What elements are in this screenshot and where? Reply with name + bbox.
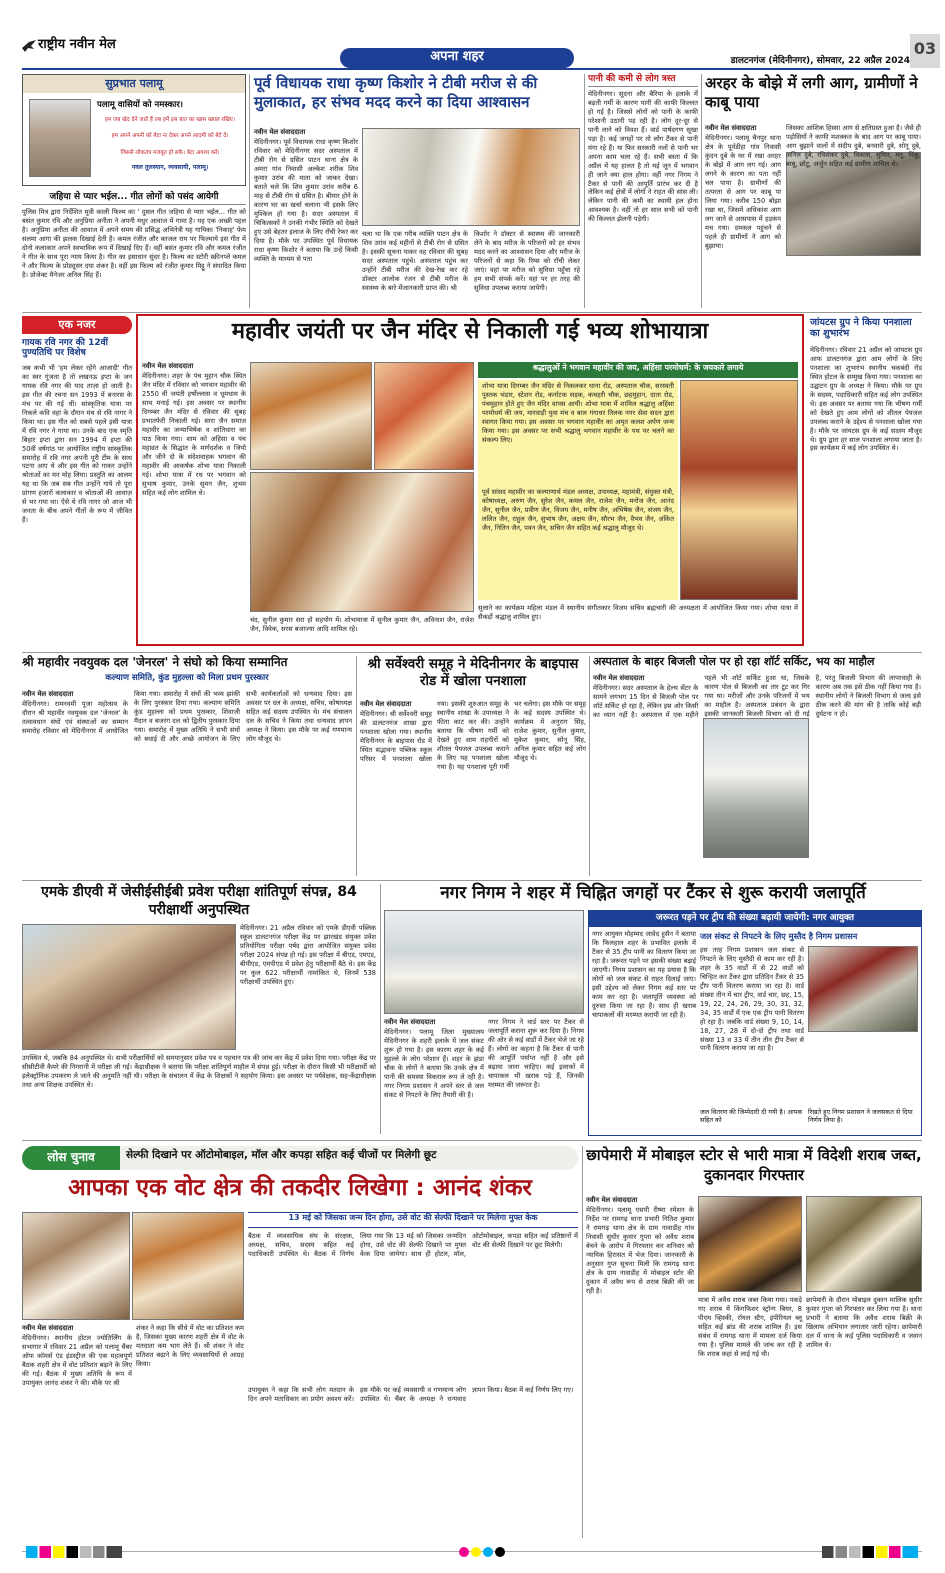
suprabhat-line3: जिससे लोकतंत्र मजबूत हो सके। बेटा अवश्य करें।	[120, 150, 220, 156]
mahavir-byline: नवीन मेल संवाददाता	[142, 362, 194, 370]
sarveshwari-body	[360, 700, 586, 876]
jahiya-body: पुलिस मित्र द्वारा निर्देशित मूवी काली फिल्म का ' दुसल गीत जहिया से प्यार भईल... गीत को बसंत कुमार रवि और अनुप्रिया अनीता ने अपनी मधुर आवाज में गाया है। यह एक अच्छी पहल है। अनुप्रिया अनीता की आवाज में अपने समय की प्रसिद्ध अभिनेत्री यह गायिका 'निकाह' फेम सलमा आगा की झलक दिखाई देती है। कमल रंजीत और काजल राय पर फिल्माये इस गीत में दोनो कलाकार अपने स्वभाविक रूप में दिखाई दिए हैं। वहीं बसंत कुमार रवि और कमल रंजीत ने गीत के साथ पूरा न्याय किया है। गीत का इसाधान सुंदर है। फिल्म का स्टोरी स्क्रीनप्ले कमल ने और फिल्म के प्रोड्यूसर दया शंकर है। वहीं इस फिल्म को रंजीत कुमार मिट्ठू ने संपादित किया है। प्रोजेक्ट मैनेजर अनिल सिंह हैं।	[22, 208, 246, 279]
tanker-byline: नवीन मेल संवाददाता	[384, 1018, 436, 1026]
page-number: 03	[910, 34, 940, 68]
tanker-col2: नगर निगम ने वार्ड स्तर पर टैंकर से जलापूर्ति कराना शुरू कर दिया है। निगम की ओर से कई वार्डों में टैंकर भेजे जा रहे हैं। लोगों का कहना है कि टैंकर से पानी की आपूर्ति पर्याप्त नहीं है और इसे बढ़ाया जाना चाहिए। कई इलाकों में चापाकल भी खराब पड़े हैं, जिनकी मरम्मत की जरूरत है।	[488, 1018, 584, 1089]
radha-col1-text: मेदिनीनगर। पूर्व विधायक राधा कृष्ण किशोर रविवार को मेदिनीनगर सदर अस्पताल में टीबी रोग से ग्रसित पाटन थाना क्षेत्र के अमरा गांव निवासी अल्केश शरीक शिव कुमार उरांव की माता को जाकर देखा। बताते चले कि शिव कुमार उरांव करीब 6 माह से टीबी रोग से ग्रसित है। बीमार होने के कारण घर का खर्चा चलाना भी इसके लिए मुश्किल हो गया है। सदर अस्पताल में चिकित्सकों ने उनकी गंभीर स्थिति को देखते हुए उसे बेहतर इलाज के लिए राँची रेफर कर दिया है। मौके पर उपस्थित पूर्व विधायक राधा कृष्ण किशोर ने बताया कि उन्हें किसी व्यक्ति के माध्यम से पता	[254, 138, 358, 263]
commissioner-caption1: जल वितरण की जिम्मेदारी दी गयी है। आपक सहित को	[700, 1108, 803, 1125]
navyuvak-body	[22, 690, 352, 876]
col-rule-3	[701, 74, 702, 308]
tanker-truck-photo	[808, 946, 918, 1032]
commissioner-sub-body: इस तरह निगम प्रशासन जल संकट से निपटने के लिए मुस्तैदी से काम कर रही है। शहर के 35 वार्डों में से 22 वार्डों को चिन्हित कर टैंकर द्वारा प्रतिदिन टैंकर से 35 ट्रीप पानी वितरण कराया जा रहा है। वार्ड संख्या तीन में चार ट्रीप, वार्ड चार, छह, 15, 19, 22, 24, 26, 29, 30, 31, 32, 34, 35 वार्डों में एक एक ट्रीप पानी वितरण हो रहा है। जबकि वार्ड संख्या 9, 10, 14, 18, 27, 28 में दो-दो ट्रीप तथा वार्ड संख्या 13 व 33 में तीन तीन ट्रीप टैंकर से पानी वितरण कराया जा रहा है।	[700, 946, 804, 1053]
mahavir-photo-temple	[680, 380, 798, 600]
tanker-col1	[384, 1018, 484, 1136]
mahavir-col1	[142, 362, 246, 640]
lok-chunav-tag: लोस चुनाव	[22, 1146, 120, 1170]
lok-col1	[22, 1324, 132, 1536]
row-rule-1	[22, 312, 922, 313]
color-swatches-left	[26, 1546, 122, 1558]
mahavir-photo-women	[250, 472, 474, 612]
mahavir-highlight: श्रद्धालुओं ने भगवान महावीर की जय, अहिंसा परमोधर्म: के जयकारे लगाये	[532, 363, 744, 372]
masthead-rule	[22, 68, 890, 70]
lok-chunav-kicker: सेल्फी दिखाने पर ऑटोमोबाइल, मॉल और कपड़ा सहित कई चीजों पर मिलेगी छूट	[126, 1149, 437, 1161]
mahavir-col2: चंद, सुनील कुमार सरा हो सहयोग में। शोभायात्रा में सुनील कुमार जैन, अविनाश जैन, राजेश जैन, विवेक, सरस बजाज्या आदि शामिल रहे।	[250, 616, 474, 633]
registration-dots	[458, 1546, 518, 1558]
navyuvak-body-text: मेदिनीनगर। रामनवमी पूजा महोत्सव के दौरान श्री महावीर नवयुवक दल 'जेनरल' के तत्वावधान संघों एवं संस्थाओं का सम्मान समारोह रविवार को मेदिनीनगर में आयोजित किया गया। समारोह में संघों की भव्य झांकी के लिए पुरस्कार दिया गया। कल्याण समिति कुंड मुहल्ला को प्रथम पुरस्कार, शिवाजी मैदान व बजरंग दल को द्वितीय पुरस्कार दिया गया। समारोह में मुख्य अतिथि ने सभी संघों को बधाई दी और अच्छे आयोजन के लिए सभी कार्यकर्ताओं को धन्यवाद दिया। इस अवसर पर दल के अध्यक्ष, सचिव, कोषाध्यक्ष सहित कई सदस्य उपस्थित थे। मंच संचालन दल के सचिव ने किया तथा धन्यवाद ज्ञापन अध्यक्ष ने किया। इस मौके पर कई गणमान्य लोग मौजूद थे।	[22, 690, 352, 743]
radha-col2: चला था कि एक गरीब व्यक्ति पाटन क्षेत्र के शिव उरांव कई महीनों से टीबी रोग से ग्रसित है। इसकी सूचना पाकर वह रविवार की सुबह सदर अस्पताल पहुंचे। अस्पताल पहुंच कर उन्होंने टीबी मरीज की देख-रेख कर रहे डॉक्टर आलोक रंजन से टीबी मरीज के स्वास्थ्य के बारे मेंजानकारी प्राप्त की। श्री	[362, 230, 468, 292]
commissioner-sub-headline: जल संकट से निपटने के लिए मुस्तैद है निगम प्रशासन	[700, 931, 858, 941]
sarveshwari-headline: श्री सर्वेश्वरी समूह ने मेदिनीनगर के बाइपास रोड में खोला पनशाला	[367, 656, 579, 689]
dav-body-bottom: उपस्थित थे, जबकि 84 अनुपस्थित थे। सभी परीक्षार्थियों को समयानुसार प्रवेश पत्र व पहचान पत्र की जांच कर केंद्र में प्रवेश दिया गया। परीक्षा केंद्र पर सीसीटीवी कैमरे की निगरानी में परीक्षा ली गई। केंद्राधीक्षक ने बताया कि परीक्षा शांतिपूर्ण माहौल में संपन्न हुई। परीक्षा के दौरान किसी भी परीक्षार्थी को इलेक्ट्रॉनिक उपकरण ले जाने की अनुमति नहीं थी। परीक्षा के संचालन में केंद्र के शिक्षकों ने सहयोग किया। इस अवसर पर पर्यवेक्षक, सह-केंद्राधीक्षक तथा अन्य शिक्षक उपस्थित थे।	[22, 1054, 376, 1089]
radha-col1	[254, 128, 358, 310]
mahavir-photo-procession	[250, 362, 372, 470]
arhar-col1-text: मेदिनीनगर। पलामू चैनपुर थाना क्षेत्र के पूर्वडीहा गांव निवासी कुंदन दुबे के घर में रखा अरहर के बोझे में आग लग गई। आग लगने के कारण का पता नहीं चल पाया है। ग्रामीणों की तत्परता से आग पर काबू पा लिया गया। करीब 150 बोझा रखा था, जिसमें अधिकांश आग लग जाने से आसपास में हड़कंप मच गया। दमकल पहुंचने से पहले ही ग्रामीणों ने आग को बुझाया।	[705, 134, 781, 250]
mahavir-photo-crowd	[374, 362, 474, 470]
sarveshwari-byline: नवीन मेल संवाददाता	[360, 700, 412, 708]
commissioner-body: नगर आयुक्त मोहम्मद जावेद हुसैन ने बताया कि फिलहाल शहर के प्रभावित इलाके में टैंकर से 35 ट्रीप पानी का वितरण किया जा रहा है। जरूरत पड़ने पर इसकी संख्या बढ़ाई जाएगी। निगम प्रशासन का यह प्रयास है कि लोगों को जल संकट से राहत दिलाई जाए। इसी उद्देश्य को लेकर निगम कई स्तर पर काम कर रहा है। जलापूर्ति व्यवस्था को दुरुस्त किया जा रहा है। साथ ही खराब चापाकलों की मरम्मत करायी जा रही है।	[592, 930, 696, 1019]
lok-chunav-headline: आपका एक वोट क्षेत्र की तकदीर लिखेगा : आनंद शंकर	[68, 1175, 532, 1201]
dav-body-right: मेदिनीनगर। 21 अप्रैल रविवार को एमके डीएवी पब्लिक स्कूल डालटनगंज परीक्षा केंद्र पर झारखंड संयुक्त प्रवेश प्रतियोगिता परीक्षा पर्षद द्वारा आयोजित संयुक्त प्रवेश परीक्षा 2024 संपन्न हो गई। इस परीक्षा में बीएड, एमएड, बीपीएड, एमपीएड में प्रवेश हेतु परीक्षार्थी बैठे थे। इस केंद्र पर कुल 622 परीक्षार्थी नामांकित थे, जिनमें 538 परीक्षार्थी उपस्थित हुए।	[240, 924, 376, 986]
dateline: डालटनगंज (मेदिनीनगर), सोमवार, 22 अप्रैल 2024	[730, 56, 910, 66]
ek-nazar-headline: गायक रवि नगर की 12वीं पुण्यतिथि पर विशेष	[22, 338, 108, 359]
liquor-col3: छापेमारी के दौरान मोबाइल दुकान मालिक सुधीर कुमार गुप्ता को गिरफ्तार कर लिया गया है। थाना प्रभारी ने बताया कि अवैध शराब बिक्री के खिलाफ अभियान लगातार जारी रहेगा। छापेमारी दल में थाना के कई पुलिस पदाधिकारी व जवान शामिल थे।	[806, 1296, 922, 1349]
col-rule-1	[249, 74, 250, 308]
pole-headline: अस्पताल के बाहर बिजली पोल पर हो रहा शॉर्ट सर्किट, भय का माहौल	[593, 655, 875, 668]
mahavir-col1-text: मेदिनीनगर। शहर के पंच मुहान चौक स्थित जैन मंदिर में रविवार को भगवान महावीर की 2550 वीं जयंती हर्षोल्लास व धूमधाम के साथ मनाई गई। इस अवसर पर स्थानीय दिगम्बर जैन मंदिर से रविवार की सुबह प्रभातफेरी निकाली गई। सारा जैन समाज महावीर का जन्माभिषेक व शांतिधारा का पाठ किया गया। शाम को अहिंसा व पंच महाव्रत के सिद्धांत के मार्गदर्शक व जियो और जीने दो के संदेशवाहक भगवान की महावीर की आकर्षक शोभा यात्रा निकाली गई। शोभा यात्रा में रथ पर भगवान को सुभाष कुमार, उनके सुमन जैन, शुभम सहित कई लोग शामिल थे।	[142, 372, 246, 497]
bird-logo-icon	[22, 40, 36, 52]
water-body: मेदिनीनगर। सूदना और बैरिया के इलाके में बढ़ती गर्मी के कारण पानी की काफी किल्लत हो गई है। जिससे लोगों को पानी के काफी परेशानी उठानी पड़ रही है। लोग दूर-दूर से पानी लाने को विवश हैं। वार्ड पार्षदगण सूखा पड़ा है। कई जगहों पर तो लोग टैंकर से पानी मंगा रहे हैं। या फिर सरकारी नलों से पानी भर अपना काम चला रहे हैं। सभी बस्ता में कि अप्रैल में यह हालत है तो मई जून में भगवान ही जाने क्या हाल होगा। वहीं नगर निगम ने टैंकर से पानी की आपूर्ति प्रारंभ कर दी है लेकिन कई क्षेत्रों में लोगों ने राहत की सांस ली। लेकिन पानी की कमी का स्थायी हल होना आवश्यक है। वहीं तो हर साल सभी को पानी की किल्लत झेलनी पड़ेगी।	[588, 90, 698, 224]
arhar-col2: जिसका आंशिक हिस्सा आग से क्षतिग्रस्त हुआ है। जैसे ही पड़ोसियों ने काफी मशक्कत के बाद आग पर काबू पाया। आग बुझाने वालों में संदीप दुबे, बनवारी दुबे, सोनू दुबे, अनिल दुबे, रविशंकर दुबे, विकास, सुमित, मनु, पिंकू, बाबू, छोटू, अर्जुन सहित कई ग्रामीण शामिल थे।	[786, 124, 921, 168]
paper-name: राष्ट्रीय नवीन मेल	[38, 37, 116, 52]
radha-headline: पूर्व विधायक राधा कृष्ण किशोर ने टीबी मरीज से की मुलाकात, हर संभव मदद करने का दिया आश्वासन	[254, 74, 538, 111]
mahavir-footer: सुलाने का कार्यक्रम महिला मंडल में स्थानीय संगीतकार विजय सचिव ब्रह्मचारी की अध्यक्षता में आयोजित किया गया। शोभा यात्रा में सैकड़ों श्रद्धालु शामिल हुए।	[478, 604, 798, 621]
suprabhat-heading: सुप्रभात पलामू	[105, 77, 163, 90]
row-rule-3	[22, 880, 922, 881]
lok-col4: उपायुक्त ने कहा कि सभी लोग मतदान के दिन अपने मताधिकार का प्रयोग अवश्य करें। इस मौके पर कई व्यवसायी व गणमान्य लोग उपस्थित थे। चैंबर के अध्यक्ष ने धन्यवाद ज्ञापन किया। बैठक में कई निर्णय लिए गए।	[248, 1386, 574, 1403]
masthead	[22, 34, 937, 68]
dav-school-photo	[22, 924, 236, 1050]
footer-bar	[22, 1546, 922, 1558]
col-rule-7	[582, 1146, 583, 1538]
col-rule-6	[380, 884, 381, 1134]
meeting-photo-1	[22, 1212, 130, 1320]
liquor-byline: नवीन मेल संवाददाता	[586, 1196, 638, 1204]
jahiya-headline: जहिया से प्यार भईल... गीत लोगों को पसंद आयेगी	[22, 192, 246, 205]
navyuvak-byline: नवीन मेल संवाददाता	[22, 690, 74, 698]
navyuvak-headline: श्री महावीर नवयुवक दल 'जेनरल' ने संघो को किया सम्मानित	[22, 655, 288, 669]
radha-photo	[362, 128, 580, 226]
sarveshwari-body-text: मेदिनीनगर। श्री सर्वेश्वरी समूह की डालटनगंज शाखा द्वारा पनशाला खोला गया। स्थानीय मेदिनीनगर के बाइपास रोड में स्थित सद्भावना पब्लिक स्कूल परिसर में पनशाला खोला गया। इसकी शुरुआत समूह के स्थानीय शाखा के उपाध्यक्ष ने फीता काट कर की। उन्होंने बताया कि भीषण गर्मी को देखते हुए आम राहगीरों को शीतल पेयजल उपलब्ध कराने के लिए यह पनशाला खोला गया है। यह पनशाला पूरी गर्मी भर चलेगा। इस मौके पर समूह के कई सदस्य उपस्थित थे। कार्यक्रम में अनुराग सिंह, राजेश कुमार, सुनील कुमार, मुकेश कुमार, सोनू सिंह, अनिल कुमार सहित कई लोग मौजूद थे।	[360, 700, 586, 771]
liquor-bottles-photo	[698, 1196, 802, 1292]
ek-nazar-tag: एक नजर	[22, 316, 132, 334]
author-photo	[29, 99, 91, 177]
jaycees-body: मेदिनीनगर। रविवार 21 अप्रैल को जांयटस ग्रुप आफ डालटनगंज द्वारा आम लोगों के लिए पनशाला का शुभारंभ स्थानीय चकबंदी रोड स्थित होटल के सम्मुख किया गया। पनशाला का उद्घाटन ग्रुप के अध्यक्ष ने किया। मौके पर ग्रुप के सदस्य, पदाधिकारी सहित कई लोग उपस्थित थे। इस अवसर पर बताया गया कि भीषण गर्मी को देखते हुए आम लोगों को शीतल पेयजल उपलब्ध कराने के उद्देश्य से पनशाला खोला गया है। मौके पर जांयटस ग्रुप के कई सदस्य मौजूद थे। ग्रुप द्वारा हर साल पनशाला लगाया जाता है। इस कार्यक्रम में कई लोग उपस्थित थे।	[810, 346, 922, 453]
lok-highlight: 13 मई को जिसका जन्म दिन होगा, उसे वोट की सेल्फी दिखाने पर मिलेगा मुफ्त केक	[288, 1213, 538, 1222]
commissioner-caption2: रिखते हुए निगम प्रशासन ने जलसकत से दिया निर्णय लिया है।	[808, 1108, 913, 1125]
suprabhat-box	[22, 74, 246, 186]
liquor-col2: मात्रा में अवैध शराब जब्त किया गया। पकड़े गए शराब में किंगफिशर स्ट्रॉन्ग बियर, 8 पीएम व्हिस्की, रॉयल स्टैग, इंपीरियल ब्लू सहित कई ब्रांड की शराब शामिल हैं। इस संबंध में रामगढ़ थाना में मामला दर्ज किया गया है। पुलिस मामले की जांच कर रही है कि शराब कहां से लाई गई थी।	[698, 1296, 802, 1358]
suprabhat-line2: हम अपने अपनी को बेटा ना देकर अपने आदमी को बेटे दें।	[111, 133, 229, 139]
row-rule-2	[22, 652, 922, 653]
commissioner-headline: जरूरत पड़ने पर ट्रीप की संख्या बढ़ायी जायेगी: नगर आयुक्त	[656, 913, 854, 923]
meeting-photo-2	[132, 1212, 244, 1320]
col-rule-2	[584, 74, 585, 308]
liquor-headline: छापेमारी में मोबाइल स्टोर से भारी मात्रा में विदेशी शराब जब्त, दुकानदार गिरफ्तार	[586, 1146, 922, 1184]
liquor-col1-text: मेदिनीनगर। पलामू एसपी रीष्मा रमेशन के निर्देश पर रामगढ़ थाना प्रभारी नितिश कुमार ने रामगढ़ थाना क्षेत्र के ग्राम नावाडीह गांव निवासी सुधीर कुमार गुप्ता को अवैध शराब बेचने के आरोप में गिरफ्तार कर शनिवार को न्यायिक हिरासत में भेज दिया। जानकारी के अनुसार गुप्त सूचना मिली कि रामगढ़ थाना क्षेत्र के ग्राम नावाडीह में मोबाइल स्टोर की दुकान में अवैध रूप से शराब बिक्री की जा रही है।	[586, 1206, 694, 1295]
suprabhat-line1: हम जब खेद देने जाते हैं तब हमें इस बात का खास ख्याल रखिए।	[104, 117, 236, 123]
row-rule-4	[22, 1140, 922, 1141]
radha-col3: किशोर ने डॉक्टर से स्वास्थ्य की जानकारी लेने के बाद मरीज के परिजनों को हर संभव मदद करने का आश्वासन दिया और मरीज के परिजनों से कहा कि रिम्स को राँची लेकर जाएं। वहां पर मरीज को सुविधा पहुँचा रहे हम सभी संपर्क करें। वहां पर हर तरह की सुविधा उपलब्ध कराया जायेगी।	[474, 230, 580, 292]
mahavir-col3: शोभा यात्रा दिगम्बर जैन मंदिर से निकलकर थाना रोड, अस्पताल चौक, सरस्वती पुस्तक भंडार, स्टेशन रोड, कर्नाटक सड़क, कचहरी चौक, छहमुहान, दाता रोड, पंचमुहान होते हुए जैन मंदिर वापस आयी। शोभा यात्रा में शामिल श्रद्धालु अहिंसा परमोधर्म की जय, मारवाड़ी युवा मंच व बाल गंगाधर तिलक नगर सेवा सदन द्वारा स्वागत किया गया। इस अवसर पर भगवान महावीर का अमृत कलश अर्पण जन्म किया गया। इस अवसर पर सभी श्रद्धालु भगवान महावीर के पथ पर चलने का संकल्प लिए।	[482, 382, 674, 444]
dav-headline: एमके डीएवी में जेसीईसीईबी प्रवेश परीक्षा शांतिपूर्ण संपन्न, 84 परीक्षार्थी अनुपस्थित	[41, 884, 357, 918]
arhar-col1	[705, 124, 781, 308]
color-swatches-right	[822, 1546, 918, 1558]
lok-col3: बैठक में व्यवसायिक संघ के संरक्षक, अध्यक्ष, सचिव, सदस्य सहित कई पदाधिकारी उपस्थित थे। बैठक में निर्णय लिया गया कि 13 मई को जिसका जन्मदिन होगा, उसे वोट की सेल्फी दिखाने पर मुफ्त केक दिया जायेगा। साथ ही होटल, मॉल, ऑटोमोबाइल, कपड़ा सहित कई प्रतिष्ठानों में वोट की सेल्फी दिखाने पर छूट मिलेगी।	[248, 1232, 578, 1258]
tanker-headline: नगर निगम ने शहर में चिह्नित जगहों पर टैंकर से शुरू करायी जलापूर्ति	[440, 883, 866, 903]
jaycees-headline: जांयटस ग्रुप ने किया पनशाला का शुभारंभ	[810, 317, 912, 339]
suprabhat-greeting: पलामू वासियों को नमस्कार।	[97, 100, 184, 110]
pole-byline: नवीन मेल संवाददाता	[593, 674, 645, 682]
col-rule-4	[356, 656, 357, 876]
mahavir-col4: पूर्व सांसद महावीर का कल्याणार्थ मंडल अध्यक्ष, उपाध्यक्ष, महामंत्री, संयुक्त मंत्री, कोषाध्यक्ष, अरुण जैन, सुरेश जैन, कमल जैन, राजेश जैन, मनोज जैन, आनंद जैन, सुनील जैन, प्रवीण जैन, विजय जैन, मनीष जैन, अभिषेक जैन, संजय जैन, ललित जैन, राहुल जैन, सुभाष जैन, अक्षय जैन, सौरभ जैन, वैभव जैन, अंकित जैन, नितिन जैन, पवन जैन, सचिन जैन सहित कई श्रद्धालु मौजूद थे।	[482, 488, 674, 532]
water-headline: पानी की कमी से लोग त्रस्त	[588, 74, 698, 87]
mahavir-headline: महावीर जयंती पर जैन मंदिर से निकाली गई भव्य शोभायात्रा	[231, 319, 709, 344]
section-title: अपना शहर	[430, 49, 484, 64]
lok-col1-text: मेदिनीनगर। स्थानीय होटल ज्योतिर्लिंग के सभागार में रविवार 21 अप्रैल को पलामू चैंबर ऑफ कॉमर्स एंड इंडस्ट्रीज की एक महत्वपूर्ण बैठक शहरी क्षेत्र में वोट प्रतिशत बढ़ाने के लिए की गई। बैठक में मुख्य अतिथि के रूप में उपायुक्त आनंद शंकर ने की। मौके पर श्री	[22, 1334, 132, 1387]
col-rule-5	[589, 656, 590, 876]
liquor-col1	[586, 1196, 694, 1536]
suprabhat-sign: नवल तुलस्यान, व्यवसायी, पलामू।	[131, 164, 209, 171]
navyuvak-sub: कल्याण समिति, कुंड मुहल्ला को मिला प्रथम पुरस्कार	[105, 673, 269, 683]
liquor-police-photo	[806, 1196, 922, 1292]
ek-nazar-body: जब कभी भी 'हम लेकर रहेंगे आजादी' गीत का स्वर गूंजता है तो लखनऊ इप्टा के जन गायक रवि नगर की याद ताज़ा हो जाती है। इस गीत की रचना सन 1993 में बनारस के मंच पर की गई थी। सांस्कृतिक यात्रा पर निकले कवि वहां के दौरान मंच से रवि नागर ने किया था। इस गीत को सबसे पहले इसी यात्रा में रवि नगर ने गाया था। उनके बाद एक स्मृति बिहार इप्टा द्वारा सन 1994 में इप्टा की 50वीं वर्षगांठ पर आयोजित राष्ट्रीय सांस्कृतिक समारोह में रवि नगर अपनी पूरी टीम के साथ पटना आए थे और इस गीत को गाकर उन्होंने श्रोताओं का मन मोह लिया। प्रस्तुति का आलम यह था कि जब सब गीत उन्होंने गाये तो पूरा प्रांगण हजारों कलाकार व श्रोताओं की आवाज़ से भर गया था। ऐसे थे रवि नागर जो आज भी जनता के बीच अपने गीतों के रूप में जीवित हैं।	[22, 364, 132, 525]
pole-photo	[703, 718, 809, 858]
radha-byline: नवीन मेल संवाददाता	[254, 128, 306, 136]
arhar-byline: नवीन मेल संवाददाता	[705, 124, 757, 132]
pole-body-text: मेदिनीनगर। सदर अस्पताल के हेल्थ सेंटर के सामने लगभग 15 दिन से बिजली पोल पर शॉर्ट सर्किट हो रहा है, लेकिन इस ओर किसी का ध्यान नहीं है। अस्पताल में एक महीने पहले भी शॉर्ट सर्किट हुआ था, जिसके कारण पोल से बिजली का तार टूट कर गिर गया था। मरीजों और उनके परिजनों में भय का माहौल है। अस्पताल प्रबंधन के द्वारा इसकी जानकारी बिजली विभाग को दी गई है, परंतु बिजली विभाग की लापरवाही के कारण अब तक इसे ठीक नहीं किया गया है। स्थानीय लोगों ने बिजली विभाग से जल्द इसे ठीक करने की मांग की है ताकि कोई बड़ी दुर्घटना न हो।	[593, 674, 921, 720]
tanker-photo	[384, 910, 584, 1014]
lok-byline: नवीन मेल संवाददाता	[22, 1324, 74, 1332]
lok-col2: शंकर ने कहा कि सीधे में वोट का प्रतिशत कम है, जिसका मुख्य कारण शहरी क्षेत्र में वोट के मतदाता कम भाग लेते हैं। श्री शंकर ने वोट प्रतिशत बढ़ाने के लिए व्यवसायियों से आग्रह किया।	[136, 1324, 244, 1368]
arhar-headline: अरहर के बोझे में लगी आग, ग्रामीणों ने काबू पाया	[705, 74, 918, 111]
tanker-col1-text: मेदिनीनगर। पलामू जिला मुख्यालय मेदिनीनगर के शहरी इलाके में जल संकट शुरू हो गया है। इस कारण शहर के कई मुहल्ले के लोग परेशान हैं। शहर के झंडा चौक के लोगों ने बताया कि उनके क्षेत्र में पानी की समस्या विकराल रूप ले रही है। नगर निगम प्रशासन ने अपने स्तर से जल संकट से निपटने के लिए तैयारी की है।	[384, 1028, 484, 1099]
